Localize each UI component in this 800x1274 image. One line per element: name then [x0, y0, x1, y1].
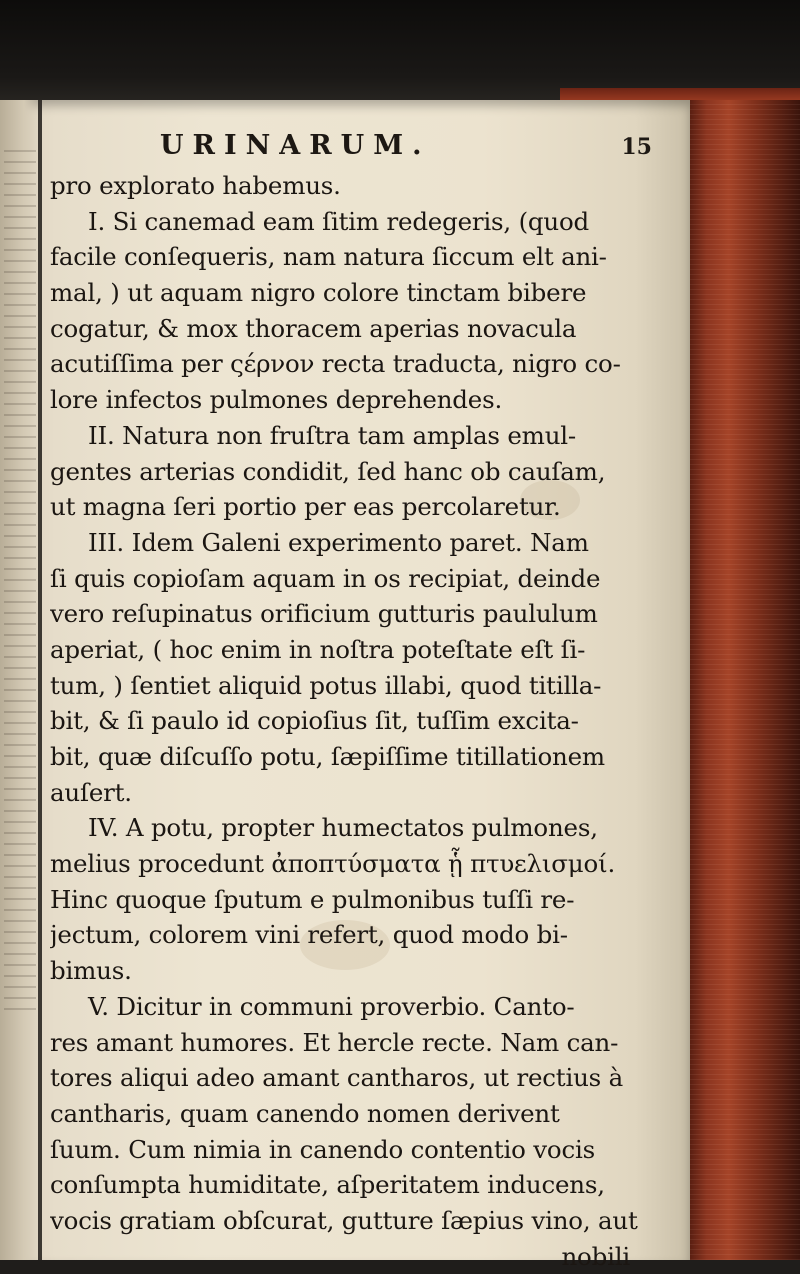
- running-title: URINARUM.: [160, 130, 431, 161]
- facing-page-bleed: [4, 150, 36, 1010]
- text-line: gentes arterias condidit, ſed hanc ob cauſam,: [50, 456, 606, 486]
- text-line-paragraph-start: III. Idem Galeni experimento paret. Nam: [88, 527, 589, 557]
- body-text: [50, 168, 690, 1274]
- text-line: aperiat, ( hoc enim in noſtra poteſtate eſt ſi-: [50, 634, 586, 664]
- text-line: tum, ) ſentiet aliquid potus illabi, quod titilla-: [50, 670, 602, 700]
- text-line-paragraph-start: IV. A potu, propter humectatos pulmones,: [88, 813, 598, 843]
- text-line: facile conſequeris, nam natura ſiccum elt ani-: [50, 242, 607, 272]
- text-line: auſert.: [50, 777, 132, 807]
- text-line: ut magna ſeri portio per eas percolaretur.: [50, 492, 561, 522]
- text-line: vero reſupinatus orificium gutturis paululum: [50, 599, 598, 629]
- text-line: lore infectos pulmones deprehendes.: [50, 385, 503, 415]
- text-line: acutiſſima per ςέρνον recta traducta, nigro co-: [50, 349, 621, 379]
- page-number: 15: [621, 134, 652, 160]
- text-line: bit, & ſi paulo id copioſius ſit, tuſſim excita-: [50, 706, 579, 736]
- text-line: ſuum. Cum nimia in canendo contentio vocis: [50, 1134, 595, 1164]
- text-line: res amant humores. Et hercle recte. Nam can-: [50, 1027, 619, 1057]
- text-line: melius procedunt ἀποπτύσματα ᾗ πτυελισμοί.: [50, 849, 616, 879]
- text-line-paragraph-start: II. Natura non fruſtra tam amplas emul-: [88, 420, 577, 450]
- catchword: nobili: [561, 1241, 630, 1271]
- text-line: mal, ) ut aquam nigro colore tinctam bibere: [50, 278, 587, 308]
- book-cover-texture: [690, 100, 800, 1260]
- text-line: conſumpta humiditate, aſperitatem inducens,: [50, 1170, 605, 1200]
- text-line-paragraph-start: I. Si canemad eam ſitim redegeris, (quod: [88, 206, 590, 236]
- text-line: tores aliqui adeo amant cantharos, ut rectius à: [50, 1063, 624, 1093]
- text-line: bit, quæ diſcuſſo potu, ſæpiſſime titillationem: [50, 742, 605, 771]
- running-head: [160, 130, 660, 161]
- text-line: ſi quis copioſam aquam in os recipiat, deinde: [50, 563, 601, 593]
- binding-line: [38, 100, 42, 1260]
- text-line: jectum, colorem vini refert, quod modo bi-: [50, 920, 568, 950]
- text-line: pro explorato habemus.: [50, 171, 341, 200]
- text-line: vocis gratiam obſcurat, gutture ſæpius vino, aut: [50, 1205, 638, 1235]
- text-line: cogatur, & mox thoracem aperias novacula: [50, 313, 577, 343]
- text-line: cantharis, quam canendo nomen derivent: [50, 1098, 560, 1128]
- text-line-paragraph-start: V. Dicitur in communi proverbio. Canto-: [88, 991, 575, 1021]
- text-line: Hinc quoque ſputum e pulmonibus tuſſi re-: [50, 884, 575, 914]
- text-line: bimus.: [50, 956, 132, 986]
